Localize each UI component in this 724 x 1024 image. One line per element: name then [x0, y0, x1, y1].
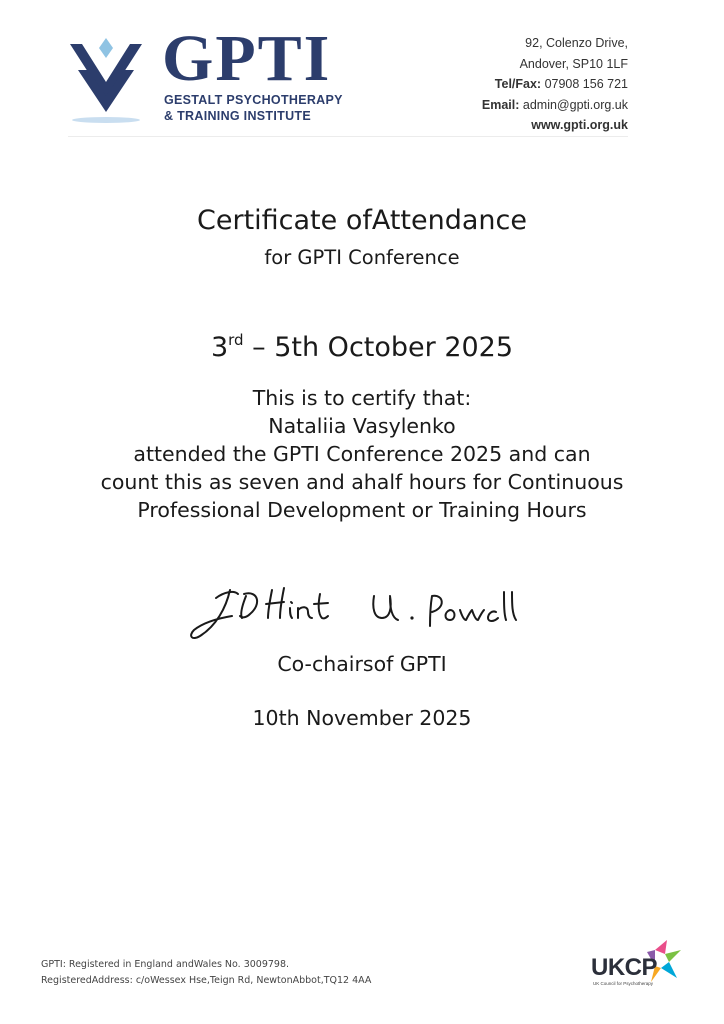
date-range-rest: – 5th October 2025: [243, 332, 514, 363]
logo-line-1: GESTALT PSYCHOTHERAPY: [164, 93, 343, 107]
registration-number: GPTI: Registered in England andWales No. 3009798.: [41, 959, 290, 970]
gpti-wordmark: GPTI: [162, 22, 332, 95]
tel-label: Tel/Fax:: [494, 77, 542, 91]
date-start-suffix: rd: [228, 331, 244, 349]
certificate-title: Certificate ofAttendance: [197, 205, 527, 236]
ukcp-tagline: UK Council for Psychotherapy: [593, 981, 654, 986]
logo-line-2: & TRAINING INSTITUTE: [164, 109, 311, 123]
signatories-caption: Co-chairsof GPTI: [277, 652, 447, 676]
certify-intro: This is to certify that:: [252, 386, 472, 410]
email-label: Email:: [481, 97, 520, 112]
certification-text: [0, 384, 724, 524]
certify-body-line-1: attended the GPTI Conference 2025 and can: [133, 442, 591, 466]
website[interactable]: www.gpti.org.uk: [531, 118, 628, 132]
issue-date: 10th November 2025: [252, 706, 472, 730]
certify-body-line-3: Professional Development or Training Hours: [137, 498, 587, 522]
conference-dates: [0, 320, 724, 368]
gpti-logo: [68, 22, 348, 126]
address-line-1: 92, Colenzo Drive,: [525, 36, 628, 50]
gpti-full-name: [164, 92, 343, 124]
tel-value: 07908 156 721: [544, 77, 628, 91]
date-start-number: 3: [210, 332, 229, 363]
registered-address: RegisteredAddress: c/oWessex Hse,Teign Rd, NewtonAbbot,TQ12 4AA: [41, 975, 372, 986]
gpti-chevron-emblem-icon: [68, 34, 144, 126]
tel-fax: [482, 74, 628, 95]
certify-body-line-2: count this as seven and ahalf hours for Continuous: [100, 470, 624, 494]
registration-footer: [41, 957, 371, 989]
ukcp-logo: [585, 938, 685, 994]
address-line-2: Andover, SP10 1LF: [519, 56, 628, 71]
contact-details: [482, 33, 628, 136]
email: [482, 95, 628, 116]
certificate-subtitle: for GPTI Conference: [264, 246, 460, 269]
cochair-signatures: [186, 578, 526, 648]
email-value[interactable]: admin@gpti.org.uk: [522, 97, 628, 112]
ukcp-wordmark: UKCP: [591, 954, 658, 981]
header-divider: [68, 136, 628, 137]
attendee-name: Nataliia Vasylenko: [268, 414, 456, 438]
